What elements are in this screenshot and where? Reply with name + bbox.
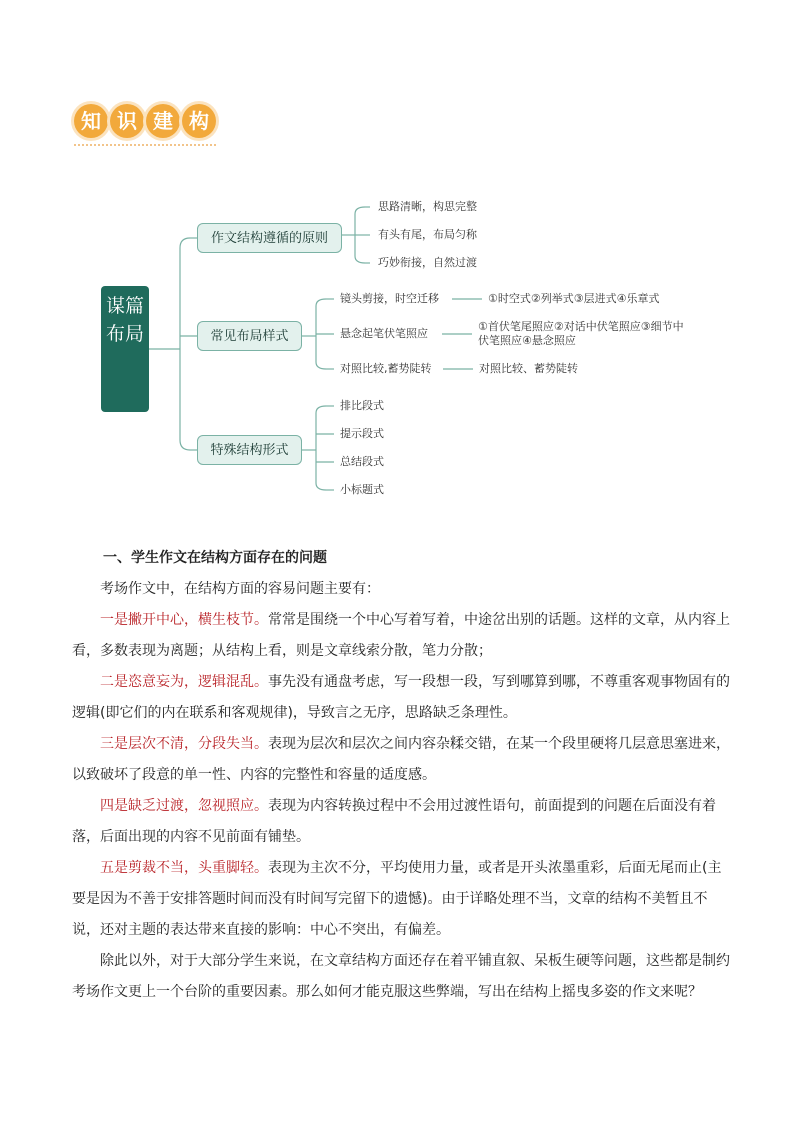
badge-char: 识 — [110, 104, 144, 138]
mindmap-leaf-detail: ①时空式②列举式③层进式④乐章式 — [488, 292, 660, 305]
mindmap-leaf-detail: 对照比较、蓄势陡转 — [479, 362, 578, 375]
paragraph-item — [72, 853, 732, 946]
badge-char: 建 — [146, 104, 180, 138]
badge-char: 知 — [74, 104, 108, 138]
mindmap-branch: 常见布局样式 — [197, 321, 302, 351]
item-body: 表现为主次不分，平均使用力量，或者是开头浓墨重彩，后面无尾而止(主要是因为不善于安排答题时间而没有时间写完留下的遗憾)。由于详略处理不当，文章的结构不美暂且不说，还对主题的表达带来直接的影响：中心不突出，有偏差。 — [72, 860, 722, 938]
paragraph-item — [72, 729, 732, 791]
mindmap-leaf: 悬念起笔伏笔照应 — [340, 327, 428, 340]
mindmap-branch: 特殊结构形式 — [197, 435, 302, 465]
section-heading: 一、学生作文在结构方面存在的问题 — [103, 550, 327, 566]
mindmap-branch: 作文结构遵循的原则 — [197, 223, 342, 253]
badge-char: 构 — [182, 104, 216, 138]
article-body — [72, 574, 732, 1008]
mindmap-root: 谋篇布局 — [101, 286, 149, 412]
item-key: 三是层次不清，分段失当。 — [100, 736, 268, 752]
mindmap-leaf-detail: ①首伏笔尾照应②对话中伏笔照应③细节中伏笔照应④悬念照应 — [478, 320, 684, 347]
item-body: 事先没有通盘考虑，写一段想一段，写到哪算到哪，不尊重客观事物固有的逻辑(即它们的内在联系和客观规律)，导致言之无序，思路缺乏条理性。 — [72, 674, 730, 721]
paragraph-intro: 考场作文中，在结构方面的容易问题主要有： — [100, 581, 380, 597]
paragraph-conclusion: 除此以外，对于大部分学生来说，在文章结构方面还存在着平铺直叙、呆板生硬等问题，这些都是制约考场作文更上一个台阶的重要因素。那么如何才能克服这些弊端，写出在结构上摇曳多姿的作文来呢？ — [72, 953, 730, 1000]
mindmap-leaf: 对照比较,蓄势陡转 — [340, 362, 432, 375]
mindmap-leaf: 巧妙衔接，自然过渡 — [378, 256, 477, 269]
paragraph-item — [72, 605, 732, 667]
paragraph-item — [72, 791, 732, 853]
mindmap-leaf: 小标题式 — [340, 483, 384, 496]
mindmap-leaf: 总结段式 — [340, 455, 384, 468]
mindmap-leaf: 排比段式 — [340, 399, 384, 412]
item-key: 二是恣意妄为，逻辑混乱。 — [100, 674, 268, 690]
paragraph-item — [72, 667, 732, 729]
mindmap-leaf: 有头有尾，布局匀称 — [378, 228, 477, 241]
mindmap-leaf: 镜头剪接，时空迁移 — [340, 292, 439, 305]
item-body: 表现为层次和层次之间内容杂糅交错，在某一个段里硬将几层意思塞进来，以致破坏了段意的单一性、内容的完整性和容量的适度感。 — [72, 736, 730, 783]
item-body: 常常是围绕一个中心写着写着，中途岔出别的话题。这样的文章，从内容上看，多数表现为离题；从结构上看，则是文章线索分散，笔力分散； — [72, 612, 730, 659]
mindmap-leaf: 思路清晰，构思完整 — [378, 200, 477, 213]
item-body: 表现为内容转换过程中不会用过渡性语句，前面提到的问题在后面没有着落，后面出现的内容不见前面有铺垫。 — [72, 798, 716, 845]
item-key: 五是剪裁不当，头重脚轻。 — [100, 860, 268, 876]
item-key: 四是缺乏过渡，忽视照应。 — [100, 798, 268, 814]
mindmap-leaf: 提示段式 — [340, 427, 384, 440]
item-key: 一是撇开中心，横生枝节。 — [100, 612, 268, 628]
